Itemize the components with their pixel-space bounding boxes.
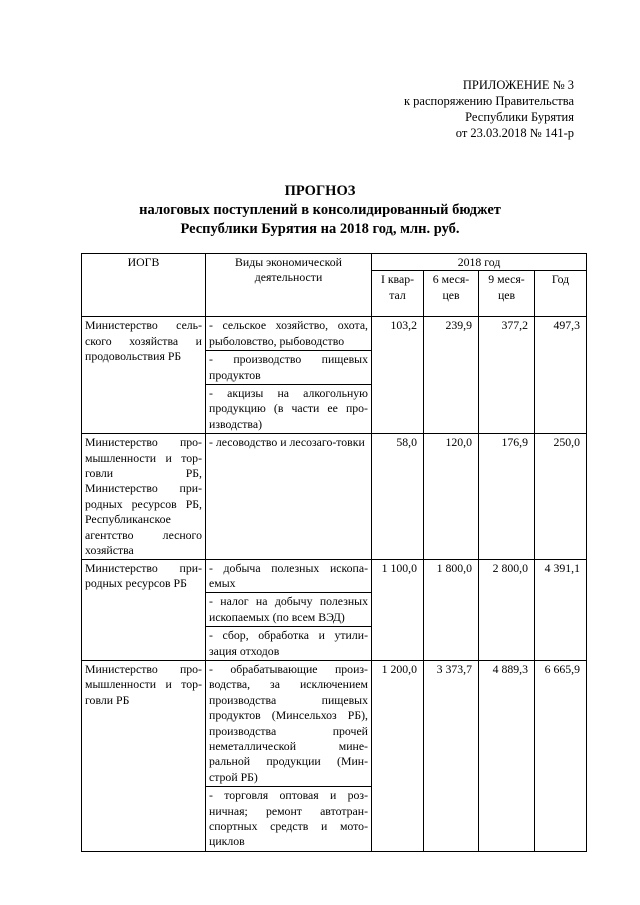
value-q1: 1 100,0 bbox=[372, 559, 424, 660]
header-q1: I квар-тал bbox=[372, 271, 424, 317]
activity-item: - сельское хозяйство, охота, рыболовство, рыбоводство bbox=[209, 318, 368, 348]
activity-item: - налог на добычу полезных ископаемых (по всем ВЭД) bbox=[206, 592, 371, 626]
value-9-months: 4 889,3 bbox=[479, 660, 535, 851]
row-org: Министерство сель-ского хозяйства и продовольствия РБ bbox=[82, 317, 206, 434]
appendix-header bbox=[404, 77, 574, 141]
value-year: 250,0 bbox=[535, 434, 587, 559]
row-activities bbox=[206, 660, 372, 851]
table-header-row bbox=[82, 254, 587, 271]
document-heading bbox=[0, 182, 640, 239]
value-year: 4 391,1 bbox=[535, 559, 587, 660]
row-activities bbox=[206, 317, 372, 434]
value-q1: 1 200,0 bbox=[372, 660, 424, 851]
row-activities bbox=[206, 559, 372, 660]
header-activities: Виды экономической деятельности bbox=[206, 254, 372, 317]
value-9-months: 2 800,0 bbox=[479, 559, 535, 660]
value-6-months: 3 373,7 bbox=[424, 660, 479, 851]
appendix-date: от 23.03.2018 № 141-р bbox=[455, 126, 574, 140]
header-org: ИОГВ bbox=[82, 254, 206, 317]
activity-item: - торговля оптовая и роз-ничная; ремонт автотран-спортных средств и мото-циклов bbox=[206, 786, 371, 851]
activity-item: - сбор, обработка и утили-зация отходов bbox=[206, 626, 371, 660]
document-subtitle-line1: налоговых поступлений в консолидированный бюджет bbox=[139, 202, 501, 218]
value-q1: 58,0 bbox=[372, 434, 424, 559]
table-row bbox=[82, 660, 587, 851]
document-title: ПРОГНОЗ bbox=[284, 183, 356, 199]
header-9-months: 9 меся-цев bbox=[479, 271, 535, 317]
row-org: Министерство про-мышленности и тор-говли РБ, Министерство при-родных ресурсов РБ, Республиканское агентство лесного хозяйства bbox=[82, 434, 206, 559]
header-6-months: 6 меся-цев bbox=[424, 271, 479, 317]
row-org: Министерство при-родных ресурсов РБ bbox=[82, 559, 206, 660]
value-6-months: 1 800,0 bbox=[424, 559, 479, 660]
document-subtitle-line2: Республики Бурятия на 2018 год, млн. руб. bbox=[180, 221, 460, 237]
appendix-order-ref: к распоряжению Правительства bbox=[403, 94, 574, 108]
row-org: Министерство про-мышленности и тор-говли РБ bbox=[82, 660, 206, 851]
appendix-number: ПРИЛОЖЕНИЕ № 3 bbox=[462, 78, 574, 92]
table-row bbox=[82, 434, 587, 559]
value-q1: 103,2 bbox=[372, 317, 424, 434]
activity-item: - производство пищевых продуктов bbox=[206, 350, 371, 384]
value-year: 497,3 bbox=[535, 317, 587, 434]
activity-item: - добыча полезных ископа-емых bbox=[209, 560, 368, 590]
value-9-months: 377,2 bbox=[479, 317, 535, 434]
value-6-months: 239,9 bbox=[424, 317, 479, 434]
forecast-table bbox=[81, 253, 587, 852]
activity-item: - обрабатывающие произ-водства, за исключением производства пищевых продуктов (Минсельхоз РБ), производства прочей неметаллической мине-ральной продукции (Мин-строй РБ) bbox=[209, 661, 368, 784]
table-row bbox=[82, 317, 587, 434]
header-year-total: Год bbox=[535, 271, 587, 317]
activity-item: - акцизы на алкогольную продукцию (в части ее про-изводства) bbox=[206, 384, 371, 433]
row-activities bbox=[206, 434, 372, 559]
value-9-months: 176,9 bbox=[479, 434, 535, 559]
appendix-republic: Республики Бурятия bbox=[465, 110, 574, 124]
header-year: 2018 год bbox=[372, 254, 587, 271]
value-6-months: 120,0 bbox=[424, 434, 479, 559]
activity-item: - лесоводство и лесозаго-товки bbox=[209, 435, 365, 450]
table-row bbox=[82, 559, 587, 660]
value-year: 6 665,9 bbox=[535, 660, 587, 851]
